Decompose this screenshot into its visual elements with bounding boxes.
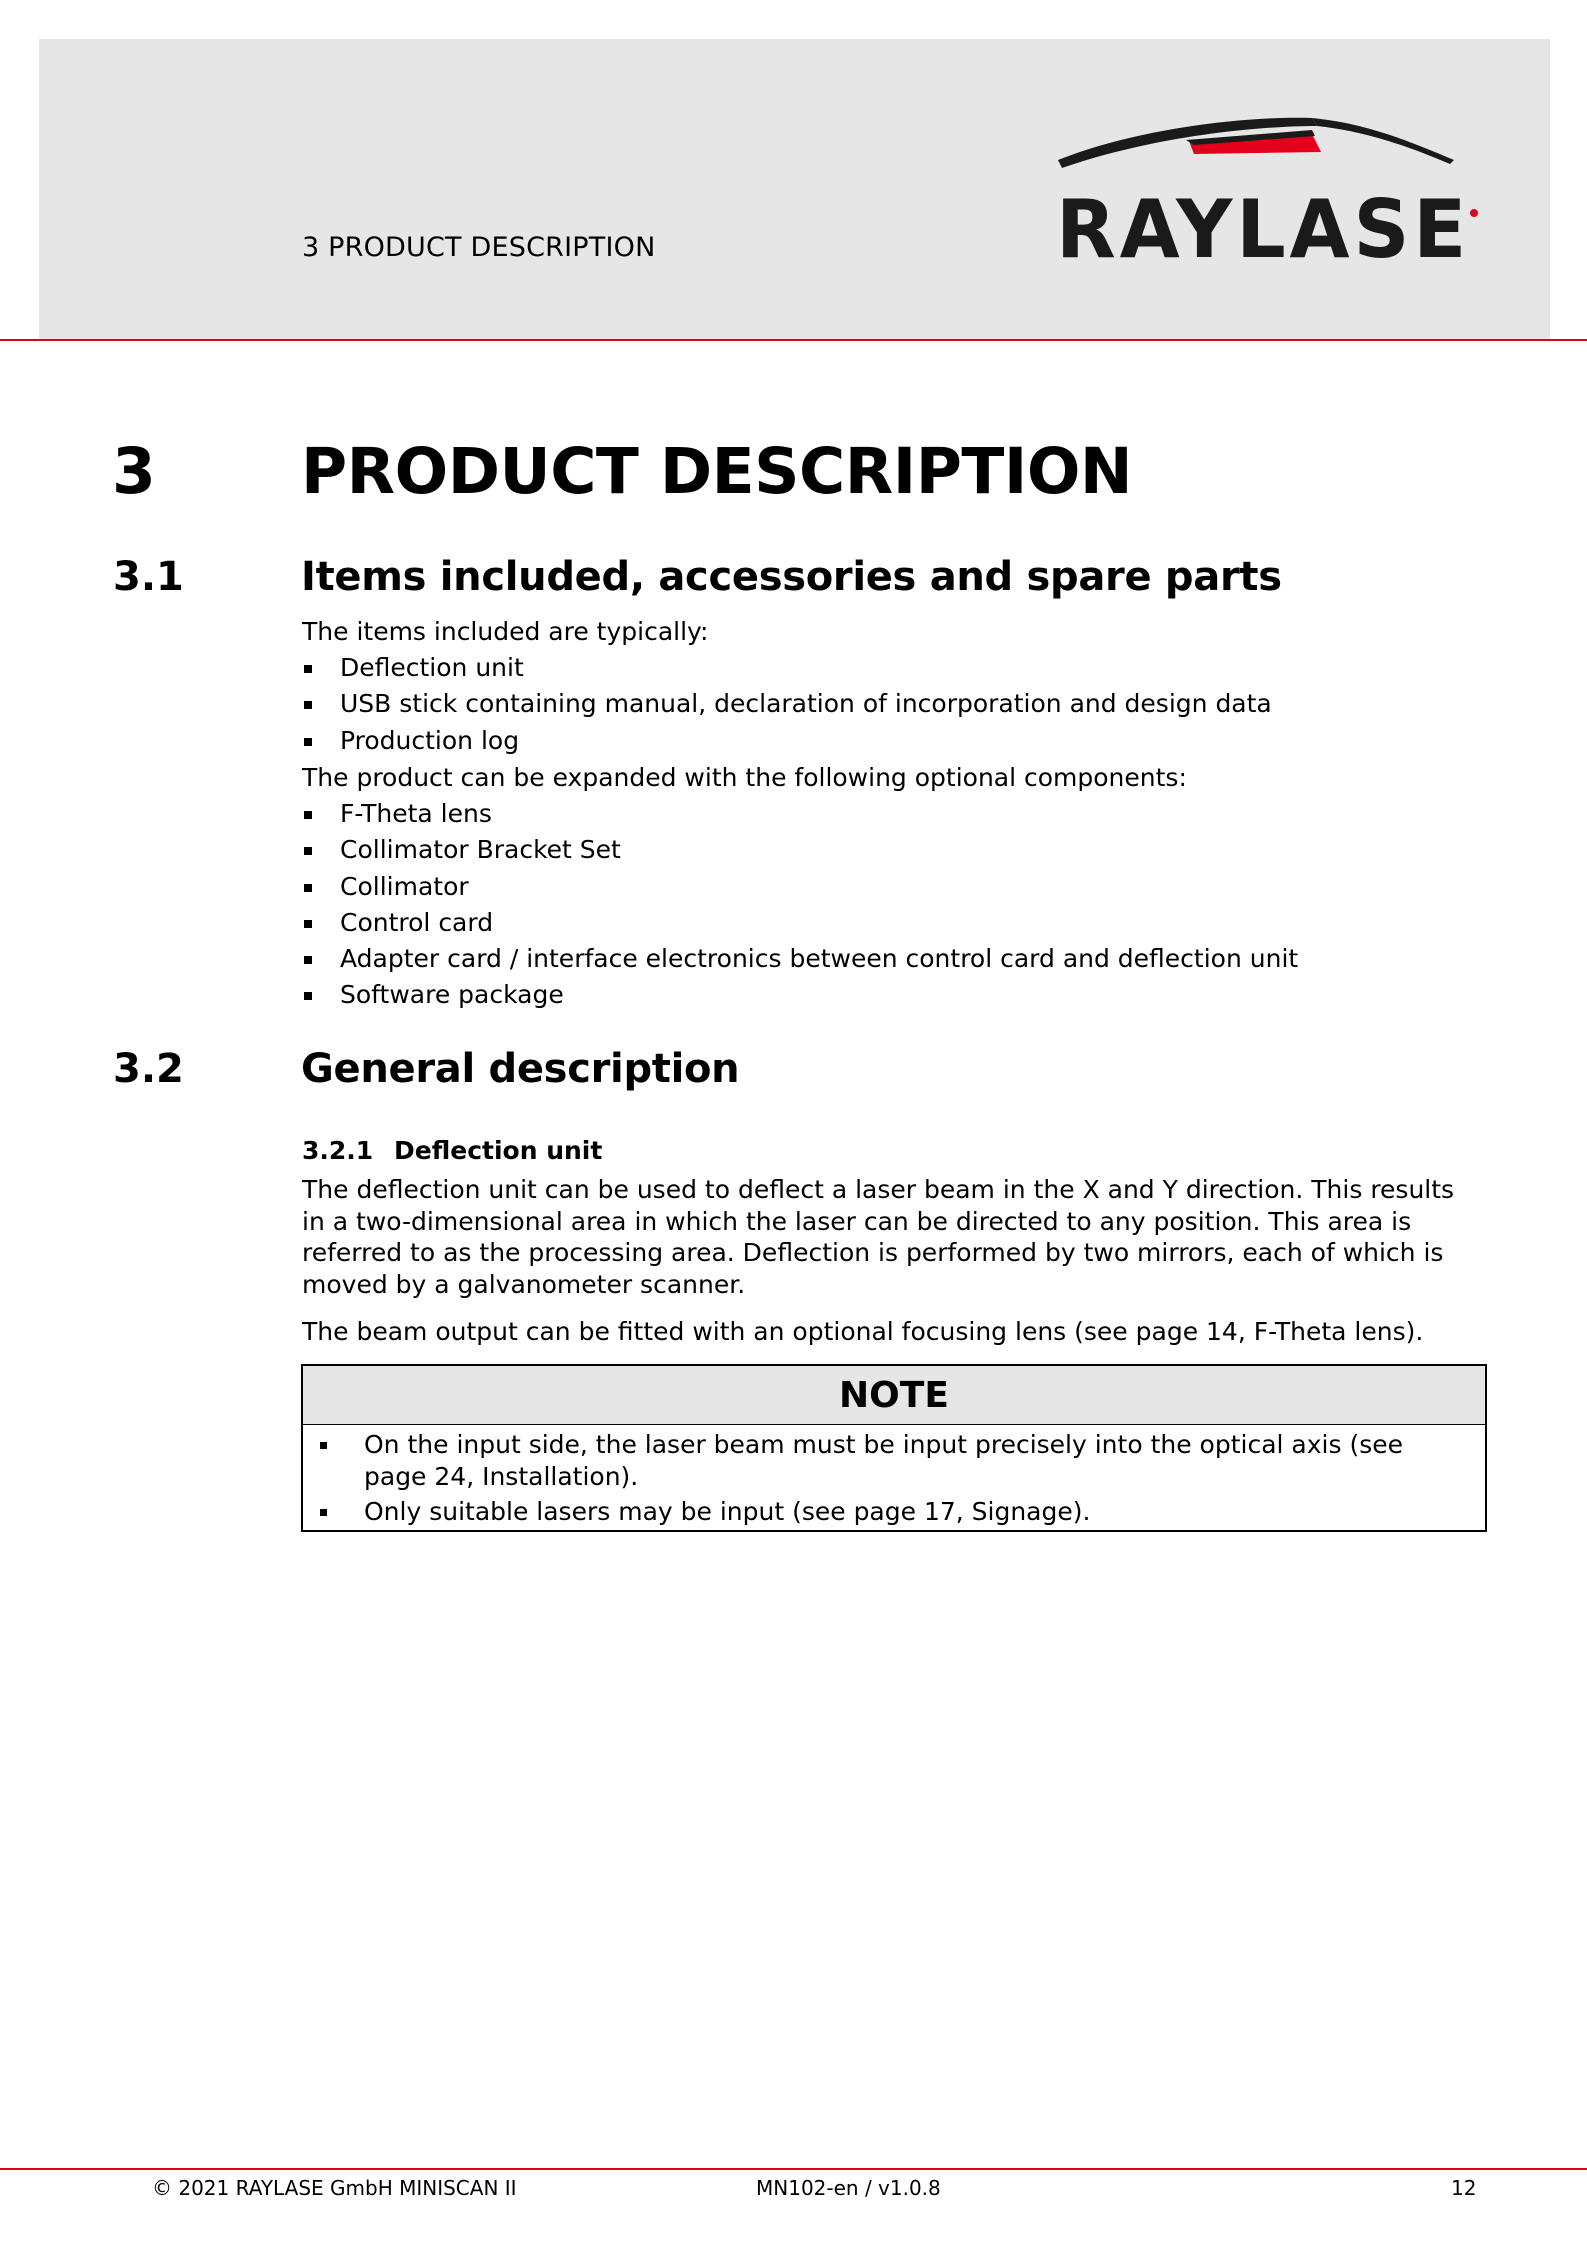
bullet-icon: [304, 884, 312, 892]
bullet-icon: [304, 956, 312, 964]
list-item: Collimator Bracket Set: [302, 832, 1298, 868]
list-item: Deflection unit: [302, 650, 1272, 686]
bullet-icon: [304, 811, 312, 819]
bullet-icon: [304, 738, 312, 746]
list-item: USB stick containing manual, declaration of incorporation and design data: [302, 686, 1272, 722]
subsection-heading: [302, 1136, 602, 1165]
subsection-number: 3.2.1: [302, 1136, 374, 1165]
list-item: Production log: [302, 723, 1272, 759]
logo-wordmark: RAYLASE: [1056, 183, 1471, 276]
items-intro: The items included are typically:: [302, 617, 709, 646]
list-item: Control card: [302, 905, 1298, 941]
list-item: F-Theta lens: [302, 796, 1298, 832]
bullet-icon: [304, 992, 312, 1000]
note-heading: NOTE: [303, 1366, 1485, 1425]
header-divider: [0, 339, 1587, 341]
section-number: 3.1: [113, 554, 184, 600]
subsection-title: Deflection unit: [394, 1136, 603, 1165]
list-item: Only suitable lasers may be input (see page 17, Signage).: [303, 1496, 1485, 1528]
section-title: Items included, accessories and spare parts: [301, 554, 1282, 600]
bullet-icon: [304, 701, 312, 709]
footer-divider: [0, 2168, 1587, 2170]
bullet-icon: [304, 920, 312, 928]
bullet-icon: [304, 665, 312, 673]
section-number: 3.2: [113, 1046, 184, 1092]
footer-doc-id: MN102-en / v1.0.8: [756, 2176, 941, 2200]
bullet-icon: [304, 847, 312, 855]
included-items-list: [302, 650, 1272, 759]
list-item: Adapter card / interface electronics between control card and deflection unit: [302, 941, 1298, 977]
bullet-icon: [320, 1442, 327, 1449]
note-list: [303, 1429, 1485, 1528]
optional-items-list: [302, 796, 1298, 1014]
chapter-title: PRODUCT DESCRIPTION: [301, 435, 1133, 508]
beam-output-paragraph: The beam output can be fitted with an optional focusing lens (see page 14, F-Theta lens).: [302, 1317, 1424, 1346]
list-item: Software package: [302, 977, 1298, 1013]
footer-copyright: © 2021 RAYLASE GmbH MINISCAN II: [152, 2176, 517, 2200]
logo-dot-icon: [1470, 209, 1478, 217]
chapter-number: 3: [112, 435, 156, 508]
header-section-title: 3 PRODUCT DESCRIPTION: [302, 232, 656, 263]
list-item: On the input side, the laser beam must be input precisely into the optical axis (see page 24, Installation).: [303, 1429, 1485, 1492]
deflection-paragraph: The deflection unit can be used to deflect a laser beam in the X and Y direction. This results in a two-dimensional area in which the laser can be directed to any position. This area is referred to as the processing area. Deflection is performed by two mirrors, each of which is moved by a galvanometer scanner.: [302, 1175, 1455, 1299]
list-item: Collimator: [302, 869, 1298, 905]
footer-page-number: 12: [1451, 2176, 1477, 2200]
optional-intro: The product can be expanded with the following optional components:: [302, 763, 1187, 792]
note-box: [301, 1364, 1487, 1532]
raylase-logo: [1054, 108, 1484, 278]
section-title: General description: [301, 1046, 740, 1092]
bullet-icon: [320, 1509, 327, 1516]
